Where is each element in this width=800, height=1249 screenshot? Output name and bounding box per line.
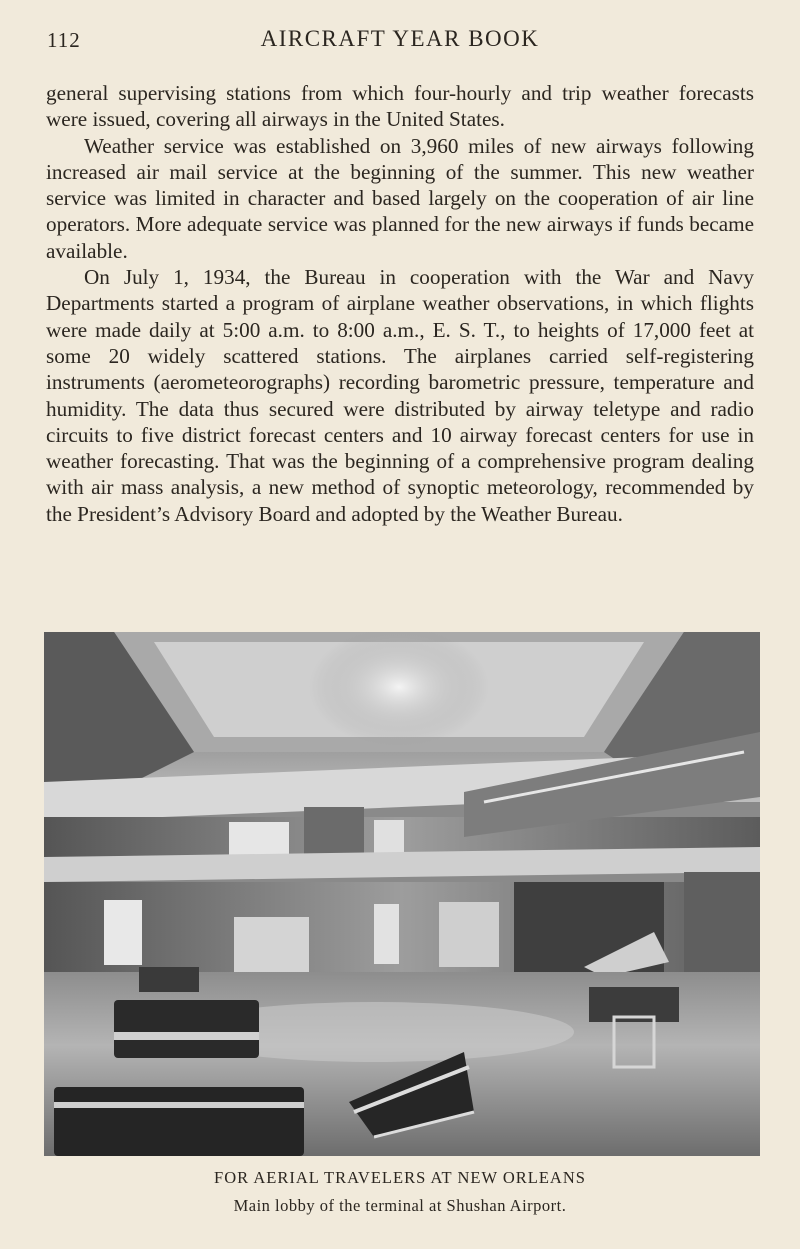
page-number: 112 bbox=[47, 28, 81, 52]
figure-caption-text: Main lobby of the terminal at Shushan Airport. bbox=[233, 1196, 567, 1215]
running-title: AIRCRAFT YEAR BOOK bbox=[260, 26, 540, 51]
paragraph-3: On July 1, 1934, the Bureau in cooperation with the War and Navy Departments started a program of airplane weather observations, in which flights were made daily at 5:00 a.m. to 8:00 a.m., E. S. T., to heights of 17,000 feet at some 20 widely scattered stations. The airplanes carried self-registering instruments (aerometeorographs) recording barometric pressure, temperature and humidity. The data thus secured were distributed by airway teletype and radio circuits to five district forecast centers and 10 airway forecast centers for use in weather forecasting. That was the beginning of a comprehensive program dealing with air mass analysis, a new method of synoptic meteorology, recommended by the President’s Advisory Board and adopted by the Weather Bureau. bbox=[46, 265, 754, 526]
paragraph-2: Weather service was established on 3,960 miles of new airways following increased air mail service at the beginning of the summer. This new weather service was limited in character and based largely on the cooperation of air line operators. More adequate service was planned for the new airways if funds became available. bbox=[46, 133, 754, 263]
paragraph-1: general supervising stations from which four-hourly and trip weather forecasts were issued, covering all airways in the United States. bbox=[46, 81, 754, 132]
lobby-photo bbox=[44, 632, 760, 1156]
body-text bbox=[46, 80, 754, 527]
figure-caption-title: FOR AERIAL TRAVELERS AT NEW ORLEANS bbox=[214, 1168, 586, 1187]
